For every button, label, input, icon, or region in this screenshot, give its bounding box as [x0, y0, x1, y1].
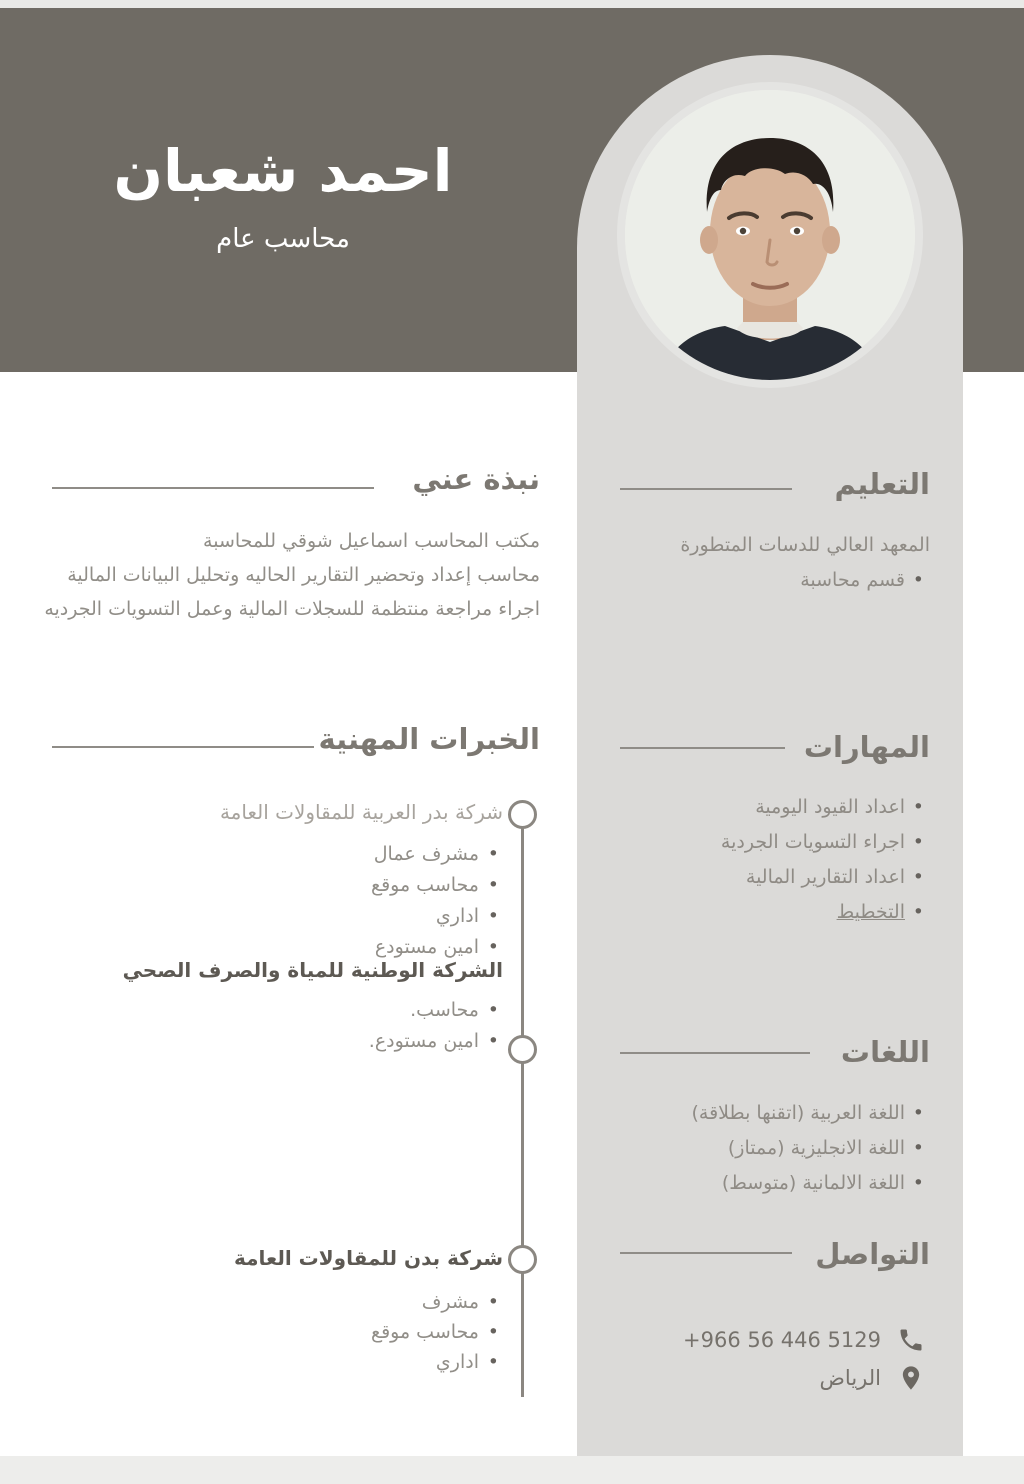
list-item: • امين مستودع [73, 932, 503, 963]
contact-location-row [820, 1364, 925, 1392]
experience-divider-line [52, 746, 314, 748]
education-heading: التعليم [834, 467, 930, 501]
list-item: • اداري [73, 901, 503, 932]
skills-heading: المهارات [803, 730, 930, 764]
list-item: • محاسب موقع [73, 870, 503, 901]
list-item: • اداري [73, 1347, 503, 1377]
phone-number: +966 56 446 5129 [683, 1328, 881, 1352]
company-name: شركة بدن للمقاولات العامة [234, 1246, 503, 1270]
person-job-title: محاسب عام [216, 224, 350, 254]
footer-strip [0, 1456, 1024, 1484]
education-institution: المعهد العالي للدسات المتطورة [680, 534, 930, 556]
skills-list [721, 790, 930, 930]
contact-heading: التواصل [815, 1237, 930, 1271]
education-divider-line [620, 488, 792, 490]
profile-photo-illustration [625, 90, 915, 380]
contact-phone-row [683, 1326, 925, 1354]
languages-heading: اللغات [840, 1035, 930, 1069]
list-item: • مشرف عمال [73, 839, 503, 870]
list-item: • قسم محاسبة [800, 563, 930, 598]
experience-entry [73, 797, 503, 963]
role-list [73, 1287, 503, 1377]
city: الرياض [819, 1366, 881, 1390]
list-item: • اعداد القيود اليومية [721, 790, 930, 825]
role-list [73, 995, 503, 1057]
experience-entry [73, 955, 503, 1057]
phone-icon [897, 1326, 925, 1354]
list-item: • محاسب. [73, 995, 503, 1026]
education-list [800, 563, 930, 598]
list-item: • مشرف [73, 1287, 503, 1317]
experience-entry [73, 1243, 503, 1377]
side-panel [577, 55, 963, 1456]
company-name: شركة بدر العربية للمقاولات العامة [219, 800, 503, 824]
languages-divider-line [620, 1052, 810, 1054]
about-text [44, 524, 540, 626]
profile-photo [625, 90, 915, 380]
about-line: مكتب المحاسب اسماعيل شوقي للمحاسبة [203, 530, 540, 552]
location-pin-icon [897, 1364, 925, 1392]
list-item: • اللغة الانجليزية (ممتاز) [691, 1131, 930, 1166]
list-item: • اعداد التقارير المالية [721, 860, 930, 895]
timeline-marker [508, 1035, 537, 1064]
list-item: • التخطيط [721, 895, 930, 930]
languages-list [691, 1096, 930, 1201]
list-item: • محاسب موقع [73, 1317, 503, 1347]
timeline-marker [508, 800, 537, 829]
skills-divider-line [620, 747, 785, 749]
contact-rows [683, 1326, 925, 1392]
timeline-marker [508, 1245, 537, 1274]
about-line: محاسب إعداد وتحضير التقارير الحاليه وتحليل البيانات المالية [67, 564, 540, 586]
list-item: • اللغة العربية (اتقنها بطلاقة) [691, 1096, 930, 1131]
about-divider-line [52, 487, 374, 489]
list-item: • اللغة الالمانية (متوسط) [691, 1166, 930, 1201]
contact-divider-line [620, 1252, 792, 1254]
company-name: الشركة الوطنية للمياة والصرف الصحي [122, 958, 503, 982]
person-name: احمد شعبان [113, 137, 453, 205]
list-item: • امين مستودع. [73, 1026, 503, 1057]
about-line: اجراء مراجعة منتظمة للسجلات المالية وعمل التسويات الجرديه [44, 598, 540, 620]
timeline-line [521, 815, 524, 1397]
about-heading: نبذة عني [412, 462, 540, 496]
role-list [73, 839, 503, 963]
experience-heading: الخبرات المهنية [318, 722, 540, 756]
list-item: • اجراء التسويات الجردية [721, 825, 930, 860]
